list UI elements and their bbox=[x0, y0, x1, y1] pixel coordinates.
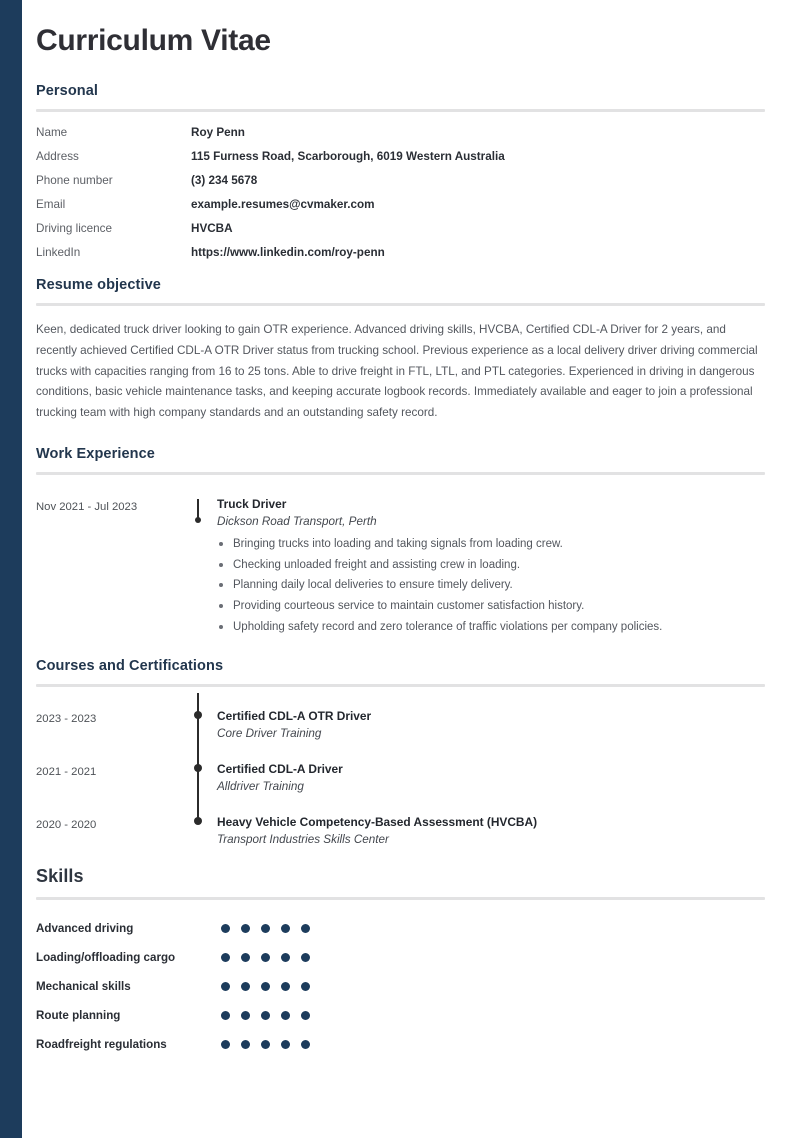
personal-field-value: 115 Furness Road, Scarborough, 6019 Western Australia bbox=[191, 150, 505, 163]
work-experience-entry bbox=[36, 489, 766, 639]
timeline-dot-icon bbox=[197, 499, 199, 521]
skill-rating-dot-icon bbox=[301, 1011, 310, 1020]
entry-bullet: Upholding safety record and zero tolerance of traffic violations per company policies. bbox=[217, 619, 766, 636]
work-experience-list bbox=[36, 489, 766, 639]
personal-row bbox=[36, 222, 766, 235]
skill-rating-dot-icon bbox=[281, 1040, 290, 1049]
personal-field-label: Email bbox=[36, 198, 66, 211]
section-skills bbox=[36, 866, 766, 1051]
skill-rating-dot-icon bbox=[241, 953, 250, 962]
skill-rating-dot-icon bbox=[261, 1011, 270, 1020]
personal-row bbox=[36, 174, 766, 187]
entry-title: Truck Driver bbox=[217, 497, 287, 512]
skill-rating-dot-icon bbox=[301, 982, 310, 991]
personal-row bbox=[36, 246, 766, 259]
skill-rating bbox=[221, 924, 310, 933]
personal-row bbox=[36, 126, 766, 139]
skill-rating-dot-icon bbox=[281, 1011, 290, 1020]
personal-field-label: Driving licence bbox=[36, 222, 112, 235]
cv-content bbox=[36, 0, 766, 1067]
entry-title: Certified CDL-A OTR Driver bbox=[217, 708, 372, 723]
skill-rating bbox=[221, 982, 310, 991]
section-divider bbox=[36, 303, 765, 306]
skill-rating-dot-icon bbox=[261, 982, 270, 991]
entry-body bbox=[217, 754, 766, 793]
personal-field-label: Address bbox=[36, 150, 79, 163]
personal-field-value: (3) 234 5678 bbox=[191, 174, 258, 187]
entry-subtitle: Transport Industries Skills Center bbox=[217, 832, 389, 846]
skill-name: Mechanical skills bbox=[36, 979, 131, 993]
personal-fields-list bbox=[36, 126, 766, 259]
section-divider bbox=[36, 684, 765, 687]
section-work-experience bbox=[36, 446, 766, 639]
section-divider bbox=[36, 897, 765, 900]
skill-rating bbox=[221, 1011, 310, 1020]
skill-row bbox=[36, 951, 766, 964]
skill-rating-dot-icon bbox=[301, 924, 310, 933]
entry-bullet: Planning daily local deliveries to ensure timely delivery. bbox=[217, 577, 766, 594]
skill-name: Route planning bbox=[36, 1008, 121, 1022]
entry-bullet: Checking unloaded freight and assisting crew in loading. bbox=[217, 557, 766, 574]
personal-row bbox=[36, 198, 766, 211]
skill-rating bbox=[221, 953, 310, 962]
courses-list bbox=[36, 701, 766, 846]
timeline-marker bbox=[191, 701, 217, 740]
skill-name: Roadfreight regulations bbox=[36, 1037, 167, 1051]
skill-rating-dot-icon bbox=[301, 1040, 310, 1049]
entry-date: 2020 - 2020 bbox=[36, 818, 97, 831]
entry-body bbox=[217, 489, 766, 639]
entry-date: Nov 2021 - Jul 2023 bbox=[36, 501, 138, 514]
timeline-dot-icon bbox=[194, 817, 202, 825]
section-objective bbox=[36, 277, 766, 424]
skill-row bbox=[36, 980, 766, 993]
personal-field-label: Phone number bbox=[36, 174, 113, 187]
skill-rating-dot-icon bbox=[221, 1040, 230, 1049]
personal-field-value: https://www.linkedin.com/roy-penn bbox=[191, 246, 385, 259]
skill-name: Advanced driving bbox=[36, 921, 134, 935]
skill-rating-dot-icon bbox=[281, 953, 290, 962]
skills-list bbox=[36, 922, 766, 1051]
entry-date: 2023 - 2023 bbox=[36, 712, 97, 725]
entry-subtitle: Core Driver Training bbox=[217, 726, 322, 740]
personal-field-label: Name bbox=[36, 126, 68, 139]
course-entry bbox=[36, 807, 766, 846]
section-divider bbox=[36, 109, 765, 112]
skill-row bbox=[36, 1009, 766, 1022]
section-heading-courses: Courses and Certifications bbox=[36, 657, 224, 674]
entry-bullet: Providing courteous service to maintain customer satisfaction history. bbox=[217, 598, 766, 615]
section-heading-skills: Skills bbox=[36, 865, 84, 886]
timeline-marker bbox=[191, 754, 217, 793]
section-courses bbox=[36, 658, 766, 846]
personal-row bbox=[36, 150, 766, 163]
skill-rating-dot-icon bbox=[261, 924, 270, 933]
objective-text: Keen, dedicated truck driver looking to gain OTR experience. Advanced driving skills, HVCBA, Certified CDL-A Driver for 2 years, and recently achieved Certified CDL-A OTR Driver status from trucking school. Previous experience as a local delivery driver driving commercial trucks with capacities ranging from 16 to 25 tons. Able to drive freight in FTL, LTL, and PTL categories. Experienced in driving in dangerous conditions, basic vehicle maintenance tasks, and keeping accurate logbook records. Immediately available and eager to join a professional trucking team with high company standards and an outstanding safety record. bbox=[36, 323, 758, 420]
section-heading-personal: Personal bbox=[36, 83, 99, 99]
section-personal bbox=[36, 83, 766, 259]
personal-field-value: HVCBA bbox=[191, 222, 233, 235]
personal-field-label: LinkedIn bbox=[36, 246, 81, 259]
entry-body bbox=[217, 701, 766, 740]
accent-stripe bbox=[0, 0, 22, 1138]
entry-subtitle: Dickson Road Transport, Perth bbox=[217, 515, 377, 529]
skill-rating-dot-icon bbox=[261, 1040, 270, 1049]
section-heading-objective: Resume objective bbox=[36, 277, 161, 293]
entry-bullet-list bbox=[217, 536, 766, 635]
section-heading-work-experience: Work Experience bbox=[36, 446, 155, 463]
skill-name: Loading/offloading cargo bbox=[36, 950, 176, 964]
skill-rating bbox=[221, 1040, 310, 1049]
skill-rating-dot-icon bbox=[301, 953, 310, 962]
timeline-dot-icon bbox=[194, 764, 202, 772]
skill-rating-dot-icon bbox=[281, 982, 290, 991]
entry-title: Certified CDL-A Driver bbox=[217, 761, 343, 776]
entry-bullet: Bringing trucks into loading and taking signals from loading crew. bbox=[217, 536, 766, 553]
skill-rating-dot-icon bbox=[221, 953, 230, 962]
timeline-marker bbox=[191, 489, 217, 639]
timeline-marker bbox=[191, 807, 217, 846]
skill-rating-dot-icon bbox=[241, 1040, 250, 1049]
entry-date: 2021 - 2021 bbox=[36, 765, 97, 778]
course-entry bbox=[36, 754, 766, 793]
skill-row bbox=[36, 922, 766, 935]
skill-row bbox=[36, 1038, 766, 1051]
skill-rating-dot-icon bbox=[241, 1011, 250, 1020]
skill-rating-dot-icon bbox=[281, 924, 290, 933]
entry-title: Heavy Vehicle Competency-Based Assessment (HVCBA) bbox=[217, 814, 538, 829]
skill-rating-dot-icon bbox=[221, 924, 230, 933]
skill-rating-dot-icon bbox=[221, 1011, 230, 1020]
skill-rating-dot-icon bbox=[241, 924, 250, 933]
skill-rating-dot-icon bbox=[221, 982, 230, 991]
skill-rating-dot-icon bbox=[261, 953, 270, 962]
personal-field-value: example.resumes@cvmaker.com bbox=[191, 198, 375, 211]
section-divider bbox=[36, 472, 765, 475]
personal-field-value: Roy Penn bbox=[191, 126, 245, 139]
course-entry bbox=[36, 701, 766, 740]
entry-body bbox=[217, 807, 766, 846]
entry-subtitle: Alldriver Training bbox=[217, 779, 304, 793]
timeline-dot-icon bbox=[194, 711, 202, 719]
skill-rating-dot-icon bbox=[241, 982, 250, 991]
page-title: Curriculum Vitae bbox=[36, 24, 271, 57]
